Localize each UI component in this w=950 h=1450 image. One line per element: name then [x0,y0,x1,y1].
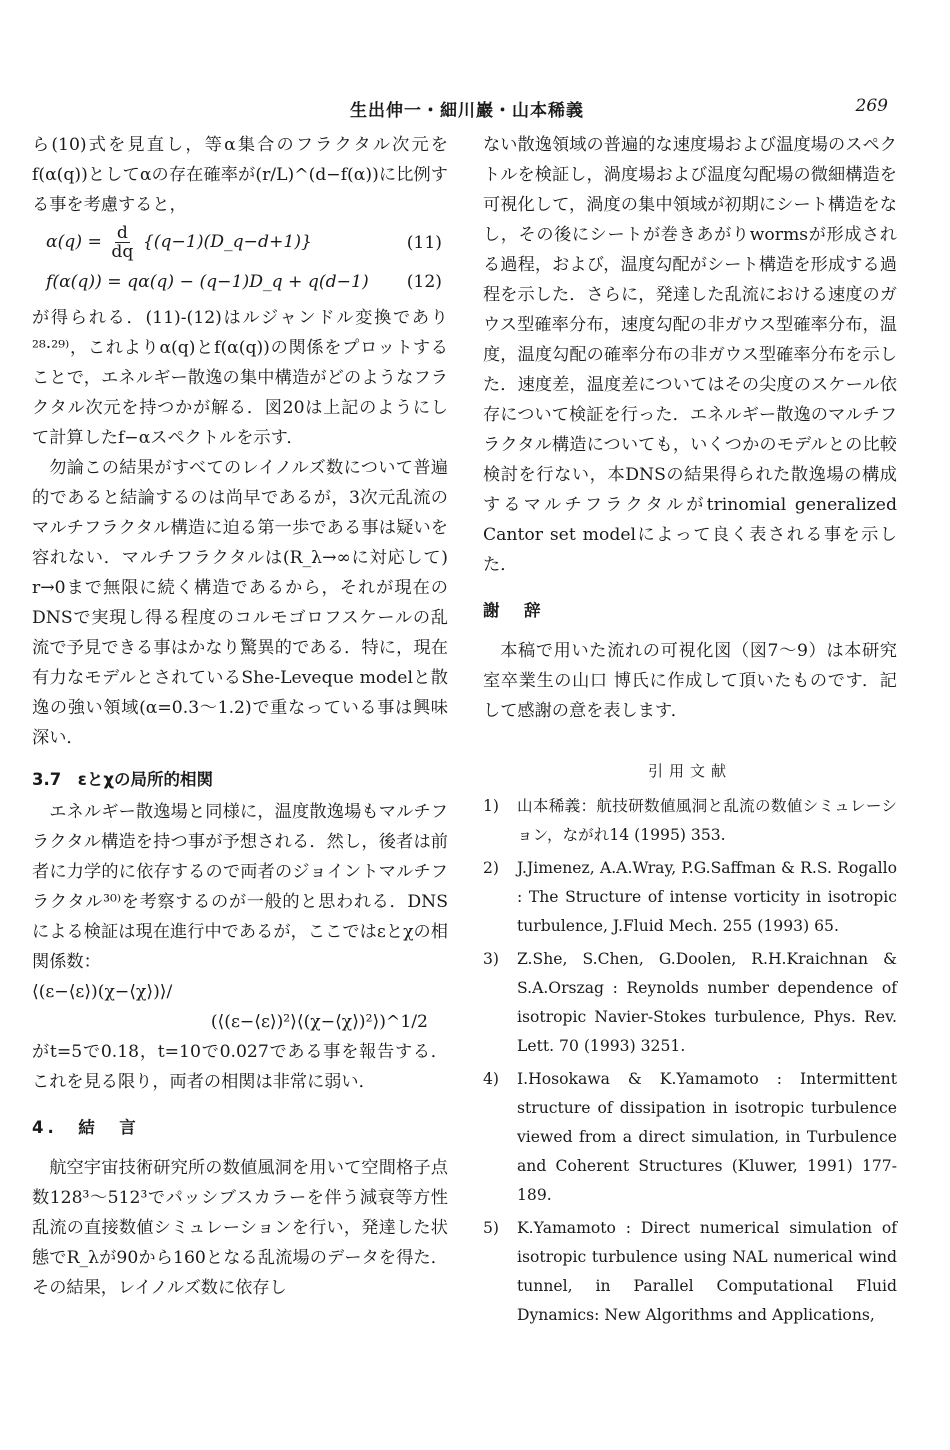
reference-number: 5) [483,1219,500,1237]
eq11-rhs: {(q−1)(D_q−d+1)} [142,232,312,252]
running-header [0,96,950,126]
header-authors: 生出伸一・細川巖・山本稀義 [350,101,584,121]
section-3-7-title: 3.7 εとχの局所的相関 [32,770,214,789]
legendre-paragraph: が得られる．(11)-(12)はルジャンドル変換であり²⁸·²⁹⁾，これよりα(q)とf(α(q))の関係をプロットすることで，エネルギー散逸の集中構造がどのようなフラクタル次元を持つかが解る．図20は上記のようにして計算したf−αスペクトルを示す． [32,308,448,448]
reference-item [483,1214,897,1330]
reference-number: 4) [483,1070,500,1088]
reference-number: 2) [483,859,500,877]
reference-text: K.Yamamoto : Direct numerical simulation of isotropic turbulence using NAL numerical wind tunnel, in Parallel Computational Fluid Dynamics: New Algorithms and Applications, [517,1219,897,1324]
acknowledgement-body: 本稿で用いた流れの可視化図（図7〜9）は本研究室卒業生の山口 博氏に作成して頂いたものです．記して感謝の意を表します． [483,641,897,721]
section-3-7-paragraph: エネルギー散逸場と同様に，温度散逸場もマルチフラクタル構造を持つ事が予想される．然し，後者は前者に力学的に依存するので両者のジョイントマルチフラクタル³⁰⁾を考察するのが一般的と思われる．DNSによる検証は現在進行中であるが，ここではεとχの相関係数： [32,802,448,972]
reference-number: 1) [483,797,500,815]
reference-text: 山本稀義：航技研数値風洞と乱流の数値シミュレーション，ながれ14 (1995) 353. [517,797,897,844]
eq11-derivative [111,224,133,261]
eq11-lhs: α(q) = [46,232,102,252]
section-4-title: 4. 結 言 [32,1118,140,1137]
left-column [32,130,448,1303]
eq12-number: (12) [406,272,442,292]
correlation-formula-line2: (⟨(ε−⟨ε⟩)²⟩⟨(χ−⟨χ⟩)²⟩)^1/2 [210,1012,428,1032]
reference-text: I.Hosokawa & K.Yamamoto : Intermittent structure of dissipation in isotropic turbulence viewed from a direct simulation, in Turbulence and Coherent Structures (Kluwer, 1991) 177-189. [517,1070,897,1204]
right-column [483,130,897,1334]
summary-continuation: ない散逸領域の普遍的な速度場および温度場のスペクトルを検証し，渦度場および温度勾配場の微細構造を可視化して，渦度の集中領域が初期にシート構造をなし，その後にシートが巻きあがりwormsが形成される過程，および，温度勾配がシート構造を形成する過程を示した．さらに，発達した乱流における速度のガウス型確率分布，速度勾配の非ガウス型確率分布，温度，温度勾配の確率分布の非ガウス型確率分布を示した．速度差，温度差についてはその尖度のスケール依存について検証を行った．エネルギー散逸のマルチフラクタル構造についても，いくつかのモデルとの比較検討を行ない，本DNSの結果得られた散逸場の構成するマルチフラクタルがtrinomial generalized Cantor set modelによって良く表される事を示した． [483,135,897,575]
conclusion-paragraph: 勿論この結果がすべてのレイノルズ数について普遍的であると結論するのは尚早であるが，3次元乱流のマルチフラクタル構造に迫る第一歩である事は疑いを容れない．マルチフラクタルは(R_λ→∞に対応して) r→0まで無限に続く構造であるから，それが現在のDNSで実現し得る程度のコルモゴロフスケールの乱流で予見できる事はかなり驚異的である．特に，現在有力なモデルとされているShe-Leveque modelと散逸の強い領域(α=0.3〜1.2)で重なっている事は興味深い． [32,458,448,748]
reference-item [483,1065,897,1210]
references-title: 引用文献 [647,762,732,780]
eq11-frac-num: d [116,223,128,243]
equation-12 [32,267,448,297]
reference-item [483,792,897,850]
correlation-formula-line1: ⟨(ε−⟨ε⟩)(χ−⟨χ⟩)⟩/ [32,982,173,1002]
reference-item [483,854,897,941]
reference-text: Z.She, S.Chen, G.Doolen, R.H.Kraichnan & S.A.Orszag : Reynolds number dependence of isotropic Navier-Stokes turbulence, Phys. Rev. Lett. 70 (1993) 3251. [517,950,897,1055]
reference-list [483,792,897,1330]
equation-11 [32,224,448,261]
acknowledgement-title: 謝 辞 [483,601,545,620]
section-3-7-result: がt=5で0.18，t=10で0.027である事を報告する．これを見る限り，両者の相関は非常に弱い． [32,1042,448,1092]
reference-text: J.Jimenez, A.A.Wray, P.G.Saffman & R.S. Rogallo : The Structure of intense vorticity in isotropic turbulence, J.Fluid Mech. 255 (1993) 65. [517,859,897,935]
eq11-frac-den: dq [111,242,134,262]
intro-paragraph: ら(10)式を見直し，等α集合のフラクタル次元をf(α(q))としてαの存在確率が(r/L)^(d−f(α))に比例する事を考慮すると， [32,135,448,215]
eq11-number: (11) [406,232,442,253]
reference-item [483,945,897,1061]
page-number: 269 [855,96,888,116]
reference-number: 3) [483,950,500,968]
section-4-paragraph: 航空宇宙技術研究所の数値風洞を用いて空間格子点数128³〜512³でパッシブスカラーを伴う減衰等方性乱流の直接数値シミュレーションを行い，発達した状態でR_λが90から160となる乱流場のデータを得た．その結果，レイノルズ数に依存し [32,1158,448,1298]
eq12-body: f(α(q)) = qα(q) − (q−1)D_q + q(d−1) [46,272,369,292]
